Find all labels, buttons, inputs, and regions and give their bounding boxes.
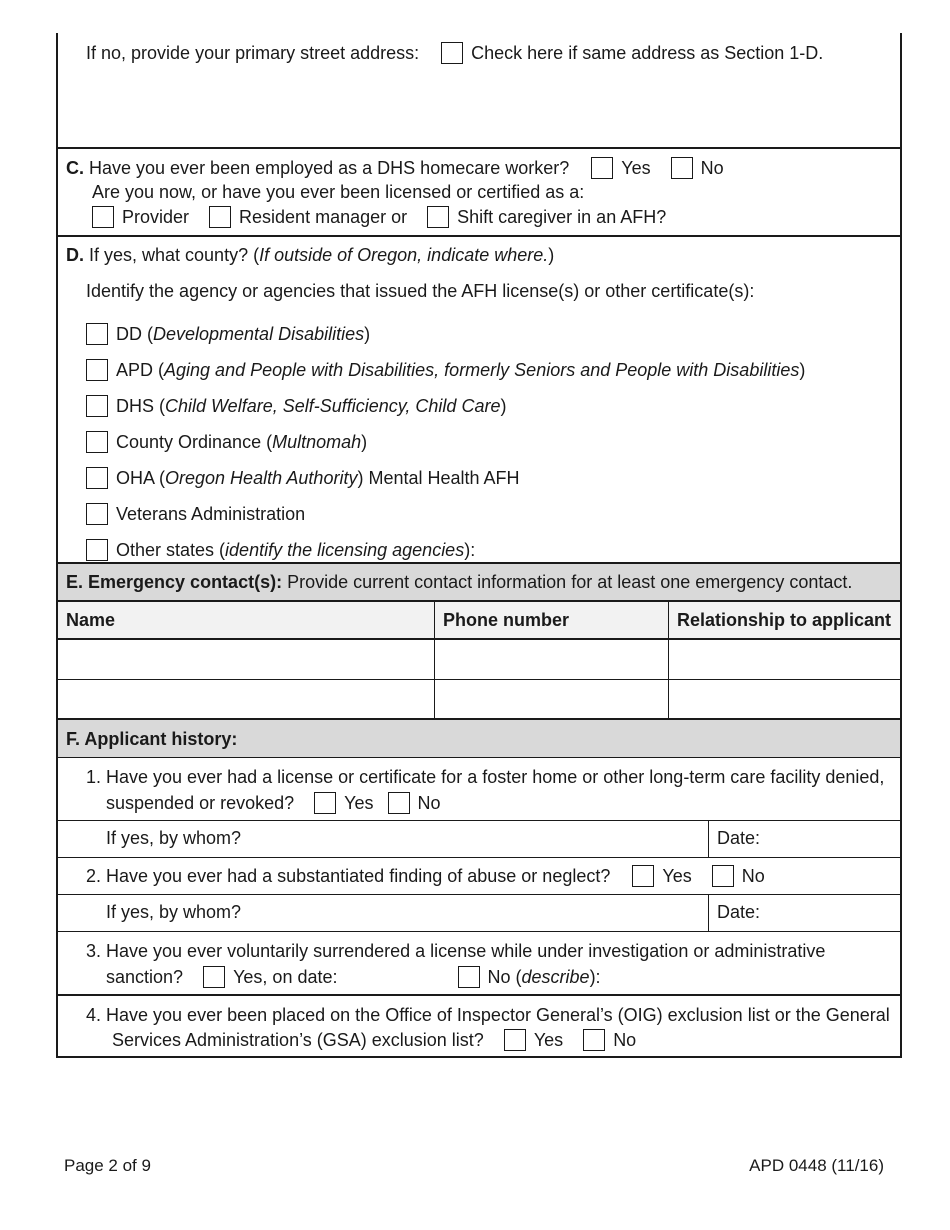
agency-item-dhs xyxy=(86,388,805,424)
application-form xyxy=(56,33,902,1058)
provider-checkbox[interactable] xyxy=(92,206,114,228)
section-d xyxy=(58,235,900,562)
agency-apd-checkbox[interactable] xyxy=(86,359,108,381)
q1-line1: 1. Have you ever had a license or certificate for a foster home or other long-term care facility denied, xyxy=(86,767,885,787)
shift-caregiver-checkbox[interactable] xyxy=(427,206,449,228)
contact-1-phone-cell[interactable] xyxy=(434,640,668,679)
licensed-question: Are you now, or have you ever been licensed or certified as a: xyxy=(92,182,585,202)
q1-yes-label: Yes xyxy=(344,792,374,813)
section-e-title: E. Emergency contact(s): xyxy=(66,572,283,592)
contact-1-relationship-cell[interactable] xyxy=(668,640,900,679)
identify-agencies-text: Identify the agency or agencies that issued the AFH license(s) or other certificate(s): xyxy=(86,281,755,301)
table-row xyxy=(58,640,900,680)
agency-other-label: Other states ( xyxy=(116,539,226,560)
section-f-title: F. Applicant history: xyxy=(66,729,238,749)
street-address-prompt: If no, provide your primary street address: xyxy=(86,42,420,63)
county-question-italic: If outside of Oregon, indicate where. xyxy=(259,245,549,265)
agency-list xyxy=(86,316,805,568)
section-c-letter: C. xyxy=(66,157,84,178)
section-b-street-address xyxy=(58,33,900,147)
contact-2-name-cell[interactable] xyxy=(58,680,434,718)
agency-oha-label: OHA ( xyxy=(116,467,166,488)
agency-county-italic: Multnomah xyxy=(272,431,362,452)
same-address-label: Check here if same address as Section 1-D. xyxy=(471,42,824,63)
agency-dhs-checkbox[interactable] xyxy=(86,395,108,417)
homecare-yes-label: Yes xyxy=(621,157,651,178)
homecare-yes-checkbox[interactable] xyxy=(591,157,613,179)
q3-line2: sanction? xyxy=(106,966,184,987)
q3-no-italic: describe xyxy=(521,966,590,987)
col-relationship-header: Relationship to applicant xyxy=(668,602,900,638)
q2-no-checkbox[interactable] xyxy=(712,865,734,887)
table-row xyxy=(58,680,900,718)
section-e-description: Provide current contact information for at least one emergency contact. xyxy=(282,572,853,592)
agency-dhs-label: DHS ( xyxy=(116,395,165,416)
col-name-header: Name xyxy=(66,610,116,630)
agency-item-oha xyxy=(86,460,805,496)
form-id: APD 0448 (11/16) xyxy=(749,1156,884,1175)
agency-oha-italic: Oregon Health Authority xyxy=(165,467,358,488)
section-f-header xyxy=(58,718,900,757)
q3-no-end: ): xyxy=(589,966,601,987)
homecare-question: Have you ever been employed as a DHS homecare worker? xyxy=(89,157,570,178)
agency-dhs-end: ) xyxy=(500,395,507,416)
history-question-1 xyxy=(58,757,900,820)
contact-2-relationship-cell[interactable] xyxy=(668,680,900,718)
q4-line1: 4. Have you ever been placed on the Office of Inspector General’s (OIG) exclusion list or the General xyxy=(86,1005,890,1025)
agency-county-end: ) xyxy=(361,431,368,452)
agency-apd-italic: Aging and People with Disabilities, formerly Seniors and People with Disabilities xyxy=(164,359,800,380)
q4-no-label: No xyxy=(613,1029,637,1050)
q2-text: 2. Have you ever had a substantiated finding of abuse or neglect? xyxy=(86,865,611,886)
agency-item-va xyxy=(86,496,805,532)
q3-no-checkbox[interactable] xyxy=(458,966,480,988)
q3-yes-on-date-label: Yes, on date: xyxy=(233,966,338,987)
agency-other-checkbox[interactable] xyxy=(86,539,108,561)
q1-by-whom-row xyxy=(58,820,900,857)
homecare-no-checkbox[interactable] xyxy=(671,157,693,179)
agency-county-checkbox[interactable] xyxy=(86,431,108,453)
section-c xyxy=(58,147,900,235)
q2-yes-label: Yes xyxy=(662,865,692,886)
agency-item-apd xyxy=(86,352,805,388)
agency-va-label: Veterans Administration xyxy=(116,503,306,524)
agency-other-italic: identify the licensing agencies xyxy=(225,539,465,560)
history-question-2 xyxy=(58,857,900,894)
q1-no-checkbox[interactable] xyxy=(388,792,410,814)
agency-item-dd xyxy=(86,316,805,352)
county-question: If yes, what county? ( xyxy=(89,245,260,265)
agency-oha-checkbox[interactable] xyxy=(86,467,108,489)
q1-yes-checkbox[interactable] xyxy=(314,792,336,814)
q3-no-label: No ( xyxy=(487,966,522,987)
q4-yes-checkbox[interactable] xyxy=(504,1029,526,1051)
agency-dd-label: DD ( xyxy=(116,323,153,344)
q4-no-checkbox[interactable] xyxy=(583,1029,605,1051)
q1-by-whom-label[interactable]: If yes, by whom? xyxy=(106,828,242,848)
contact-1-name-cell[interactable] xyxy=(58,640,434,679)
agency-county-label: County Ordinance ( xyxy=(116,431,273,452)
history-question-3 xyxy=(58,931,900,994)
provider-label: Provider xyxy=(122,206,190,227)
same-address-checkbox[interactable] xyxy=(441,42,463,64)
county-question-end: ) xyxy=(548,245,555,265)
section-e-header xyxy=(58,562,900,600)
section-d-letter: D. xyxy=(66,245,84,265)
shift-caregiver-label: Shift caregiver in an AFH? xyxy=(457,206,667,227)
agency-item-county xyxy=(86,424,805,460)
page-number: Page 2 of 9 xyxy=(64,1156,151,1175)
agency-va-checkbox[interactable] xyxy=(86,503,108,525)
agency-dd-italic: Developmental Disabilities xyxy=(153,323,365,344)
q3-yes-checkbox[interactable] xyxy=(203,966,225,988)
q2-by-whom-label[interactable]: If yes, by whom? xyxy=(106,902,242,922)
q3-line1: 3. Have you ever voluntarily surrendered a license while under investigation or administrative xyxy=(86,941,826,961)
q1-date-label[interactable]: Date: xyxy=(708,821,900,857)
agency-oha-end: ) Mental Health AFH xyxy=(357,467,520,488)
q2-by-whom-row xyxy=(58,894,900,931)
emergency-table-header xyxy=(58,602,900,640)
q1-no-label: No xyxy=(417,792,441,813)
agency-dhs-italic: Child Welfare, Self-Sufficiency, Child Care xyxy=(165,395,501,416)
q1-line2: suspended or revoked? xyxy=(106,792,295,813)
agency-other-end: ): xyxy=(464,539,476,560)
resident-manager-checkbox[interactable] xyxy=(209,206,231,228)
q4-yes-label: Yes xyxy=(533,1029,564,1050)
resident-manager-label: Resident manager or xyxy=(239,206,408,227)
history-question-4 xyxy=(58,994,900,1056)
agency-dd-checkbox[interactable] xyxy=(86,323,108,345)
agency-apd-label: APD ( xyxy=(116,359,165,380)
homecare-no-label: No xyxy=(700,157,724,178)
q2-date-label[interactable]: Date: xyxy=(708,895,900,931)
q2-no-label: No xyxy=(741,865,765,886)
agency-dd-end: ) xyxy=(364,323,371,344)
contact-2-phone-cell[interactable] xyxy=(434,680,668,718)
emergency-contact-table xyxy=(58,600,900,718)
q2-yes-checkbox[interactable] xyxy=(632,865,654,887)
q4-line2: Services Administration’s (GSA) exclusion list? xyxy=(112,1029,484,1050)
col-phone-header: Phone number xyxy=(434,602,668,638)
agency-apd-end: ) xyxy=(799,359,806,380)
